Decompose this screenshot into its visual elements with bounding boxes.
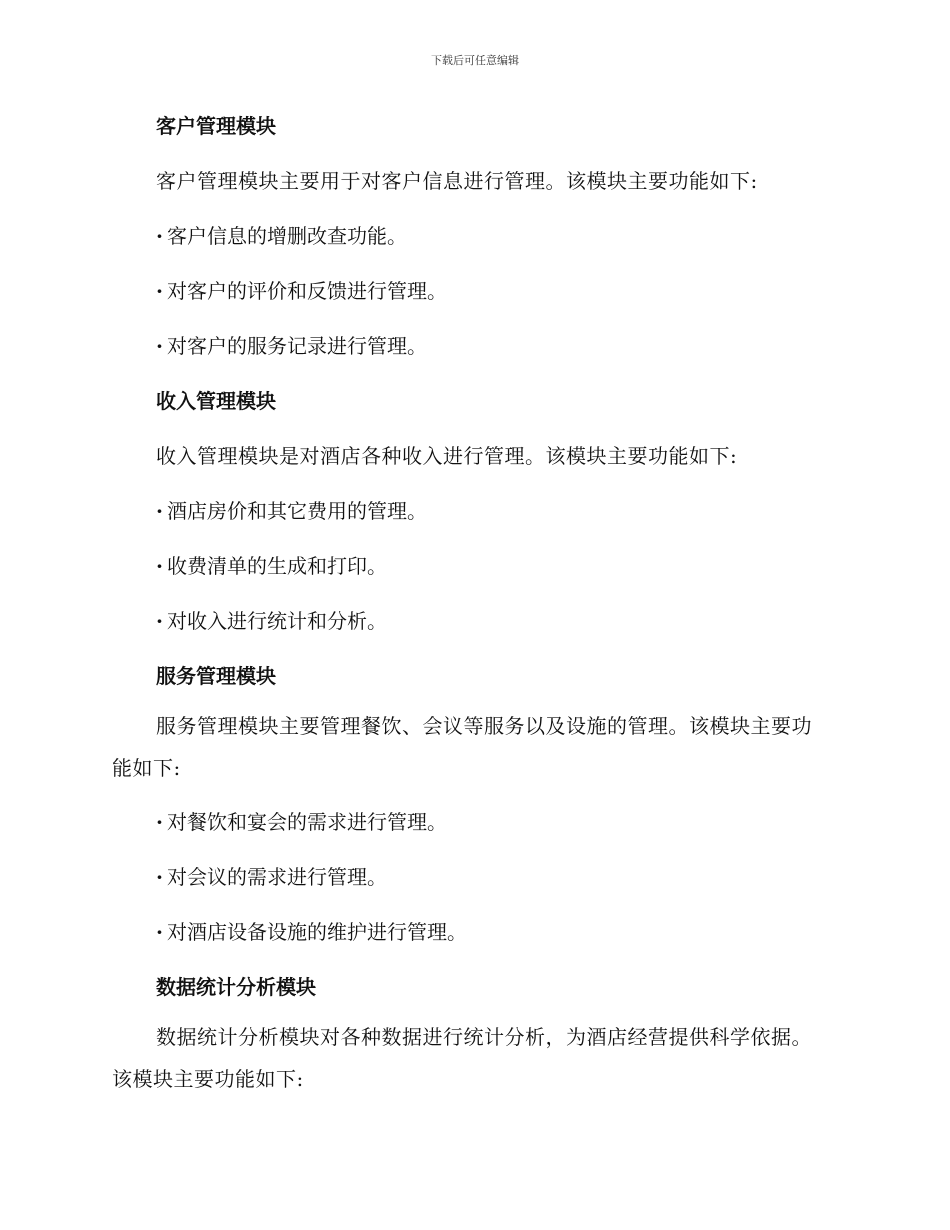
bullet-dot-icon: ·	[156, 810, 163, 834]
bullet-item	[112, 910, 832, 954]
section-heading: 服务管理模块	[156, 664, 276, 688]
section-intro: 收入管理模块是对酒店各种收入进行管理。该模块主要功能如下:	[156, 444, 738, 468]
bullet-dot-icon: ·	[156, 609, 163, 633]
section-intro: 数据统计分析模块对各种数据进行统计分析，为酒店经营提供科学依据。该模块主要功能如下:	[112, 1025, 812, 1091]
bullet-item	[112, 324, 832, 368]
section-heading: 客户管理模块	[156, 114, 276, 138]
page-header: 下载后可任意编辑	[431, 54, 519, 67]
bullet-dot-icon: ·	[156, 334, 163, 358]
bullet-item	[112, 489, 832, 533]
bullet-item	[112, 800, 832, 844]
bullet-text: 对会议的需求进行管理。	[167, 865, 387, 889]
bullet-dot-icon: ·	[156, 554, 163, 578]
bullet-dot-icon: ·	[156, 224, 163, 248]
bullet-text: 对客户的服务记录进行管理。	[167, 334, 427, 358]
section-intro: 客户管理模块主要用于对客户信息进行管理。该模块主要功能如下:	[156, 169, 758, 193]
bullet-text: 对收入进行统计和分析。	[167, 609, 387, 633]
bullet-item	[112, 214, 832, 258]
bullet-text: 收费清单的生成和打印。	[167, 554, 387, 578]
bullet-dot-icon: ·	[156, 499, 163, 523]
bullet-text: 对餐饮和宴会的需求进行管理。	[167, 810, 447, 834]
bullet-item	[112, 855, 832, 899]
bullet-text: 对客户的评价和反馈进行管理。	[167, 279, 447, 303]
bullet-dot-icon: ·	[156, 920, 163, 944]
section-heading: 收入管理模块	[156, 389, 276, 413]
document-body	[112, 104, 832, 1111]
bullet-text: 酒店房价和其它费用的管理。	[167, 499, 427, 523]
bullet-dot-icon: ·	[156, 279, 163, 303]
bullet-item	[112, 269, 832, 313]
bullet-text: 对酒店设备设施的维护进行管理。	[167, 920, 467, 944]
section-intro: 服务管理模块主要管理餐饮、会议等服务以及设施的管理。该模块主要功能如下:	[112, 714, 812, 780]
bullet-item	[112, 599, 832, 643]
section-heading: 数据统计分析模块	[156, 975, 316, 999]
bullet-text: 客户信息的增删改查功能。	[167, 224, 407, 248]
bullet-dot-icon: ·	[156, 865, 163, 889]
bullet-item	[112, 544, 832, 588]
